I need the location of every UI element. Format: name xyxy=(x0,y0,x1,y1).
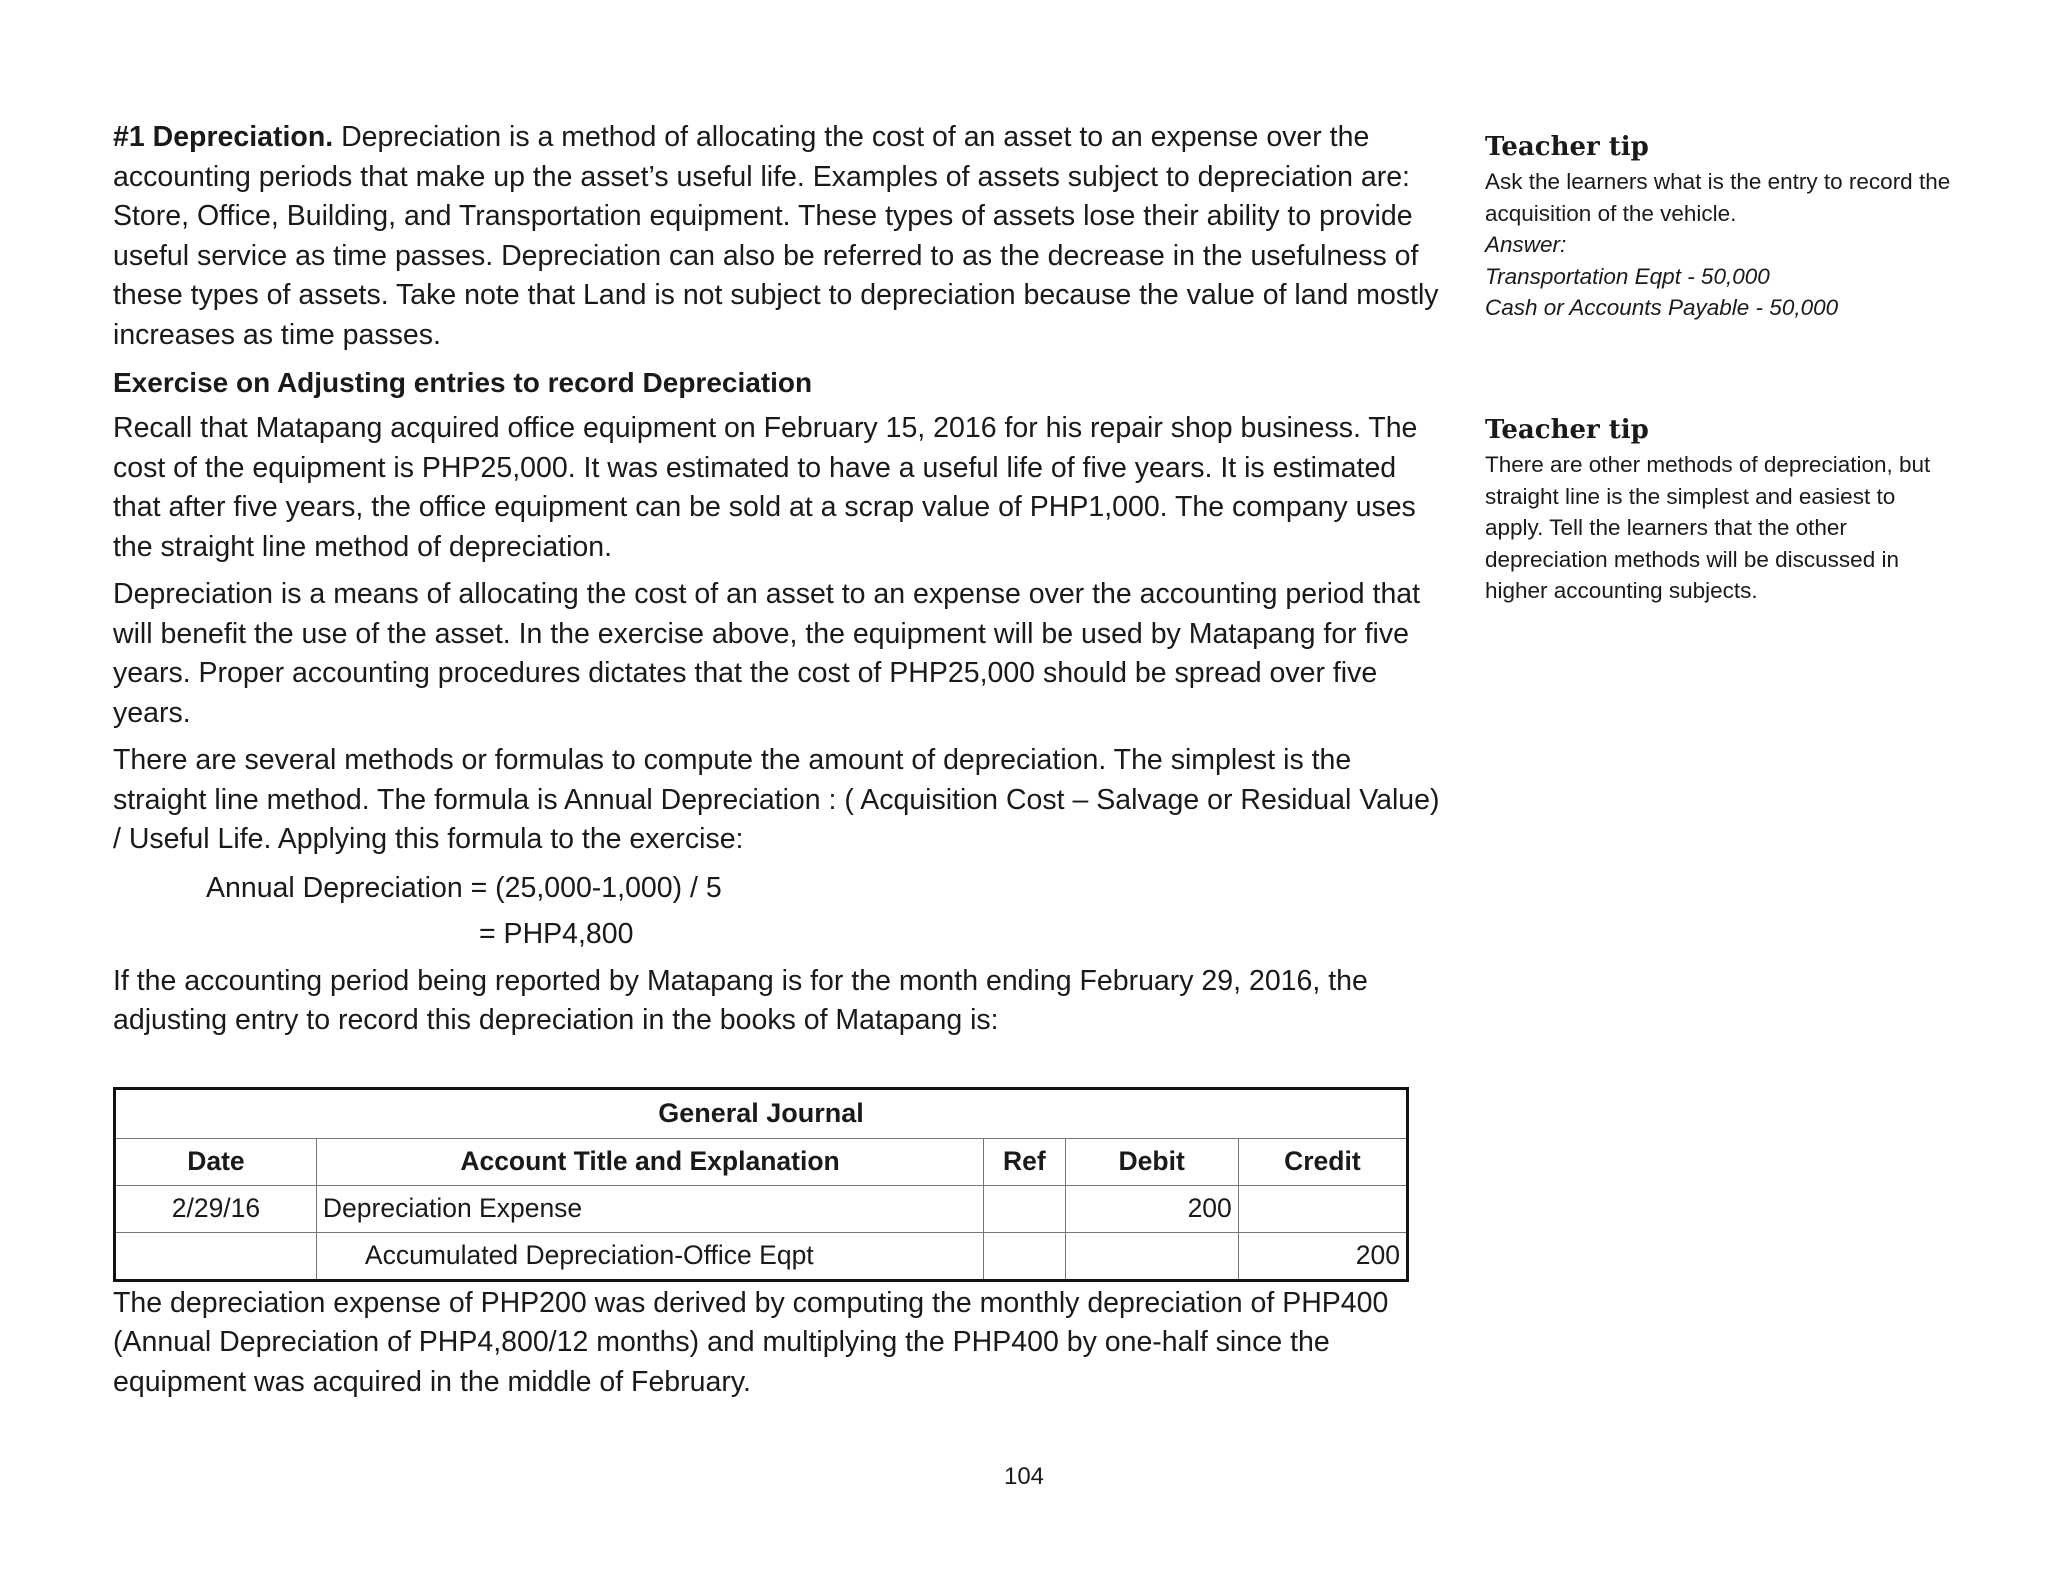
teacher-tip-2 xyxy=(1485,413,1955,607)
journal-header-row xyxy=(115,1138,1408,1185)
col-header-ref: Ref xyxy=(984,1138,1065,1185)
formula-line-2: = PHP4,800 xyxy=(479,917,634,950)
main-content xyxy=(113,118,1448,1410)
cell-date: 2/29/16 xyxy=(115,1185,317,1232)
col-header-debit: Debit xyxy=(1065,1138,1238,1185)
col-header-account: Account Title and Explanation xyxy=(316,1138,983,1185)
cell-debit: 200 xyxy=(1065,1185,1238,1232)
means-paragraph: Depreciation is a means of allocating the cost of an asset to an expense over the accounting period that will benefit the use of the asset. In the exercise above, the equipment will be used by Matapang for five years. Proper accounting procedures dictates that the cost of PHP25,000 should be spread over five years. xyxy=(113,578,1421,729)
teacher-tip-1-answer-line-2: Cash or Accounts Payable - 50,000 xyxy=(1485,295,1839,320)
teacher-tip-1 xyxy=(1485,130,1955,324)
col-header-date: Date xyxy=(115,1138,317,1185)
general-journal-table xyxy=(113,1087,1409,1282)
journal-title: General Journal xyxy=(115,1088,1408,1138)
exercise-heading: Exercise on Adjusting entries to record Depreciation xyxy=(113,367,813,398)
cell-account: Depreciation Expense xyxy=(316,1185,983,1232)
methods-paragraph: There are several methods or formulas to compute the amount of depreciation. The simplest is the straight line method. The formula is Annual Depreciation : ( Acquisition Cost – Salvage or Residual Value) / Useful Life. Applying this formula to the exercise: xyxy=(113,744,1440,855)
cell-date xyxy=(115,1232,317,1280)
teacher-tip-1-answer-line-1: Transportation Eqpt - 50,000 xyxy=(1485,263,1770,289)
cell-credit: 200 xyxy=(1238,1232,1407,1280)
col-header-credit: Credit xyxy=(1238,1138,1407,1185)
cell-debit xyxy=(1065,1232,1238,1280)
cell-account: Accumulated Depreciation-Office Eqpt xyxy=(316,1232,983,1280)
depreciation-heading: #1 Depreciation. xyxy=(113,121,334,153)
table-row xyxy=(115,1185,1408,1232)
accounting-period-paragraph: If the accounting period being reported by Matapang is for the month ending February 29, 2016, the adjusting entry to record this depreciation in the books of Matapang is: xyxy=(113,964,1368,1036)
depreciation-intro-paragraph xyxy=(113,118,1448,355)
depreciation-intro-text: Depreciation is a method of allocating the cost of an asset to an expense over the accounting periods that make up the asset’s useful life. Examples of assets subject to depreciation are: Store, Office, Building, and Transportation equipment. These types of assets lose their ability to provide useful service as time passes. Depreciation can also be referred to as the decrease in the usefulness of these types of assets. Take note that Land is not subject to depreciation because the value of land mostly increases as time passes. xyxy=(113,121,1439,351)
teacher-tip-1-answer-label: Answer: xyxy=(1485,232,1567,257)
page-number: 104 xyxy=(1003,1463,1045,1490)
cell-ref xyxy=(984,1232,1065,1280)
cell-credit xyxy=(1238,1185,1407,1232)
teacher-tip-1-text: Ask the learners what is the entry to record the acquisition of the vehicle. xyxy=(1485,169,1951,226)
cell-ref xyxy=(984,1185,1065,1232)
formula-line-1: Annual Depreciation = (25,000-1,000) / 5 xyxy=(206,871,722,904)
table-row xyxy=(115,1232,1408,1280)
teacher-tip-2-heading: Teacher tip xyxy=(1485,415,1649,445)
formula-block xyxy=(113,868,1448,954)
teacher-tip-2-body: There are other methods of depreciation, but straight line is the simplest and easiest to apply. Tell the learners that the other depreciation methods will be discussed in higher accounting subjects. xyxy=(1485,452,1931,603)
recall-paragraph: Recall that Matapang acquired office equipment on February 15, 2016 for his repair shop business. The cost of the equipment is PHP25,000. It was estimated to have a useful life of five years. It is estimated that after five years, the office equipment can be sold at a scrap value of PHP1,000. The company uses the straight line method of depreciation. xyxy=(113,412,1418,563)
derived-paragraph: The depreciation expense of PHP200 was derived by computing the monthly depreciation of PHP400 (Annual Depreciation of PHP4,800/12 months) and multiplying the PHP400 by one-half since the equipment was acquired in the middle of February. xyxy=(113,1286,1389,1398)
teacher-tip-1-body xyxy=(1485,166,1955,324)
teacher-tip-1-heading: Teacher tip xyxy=(1485,132,1649,162)
